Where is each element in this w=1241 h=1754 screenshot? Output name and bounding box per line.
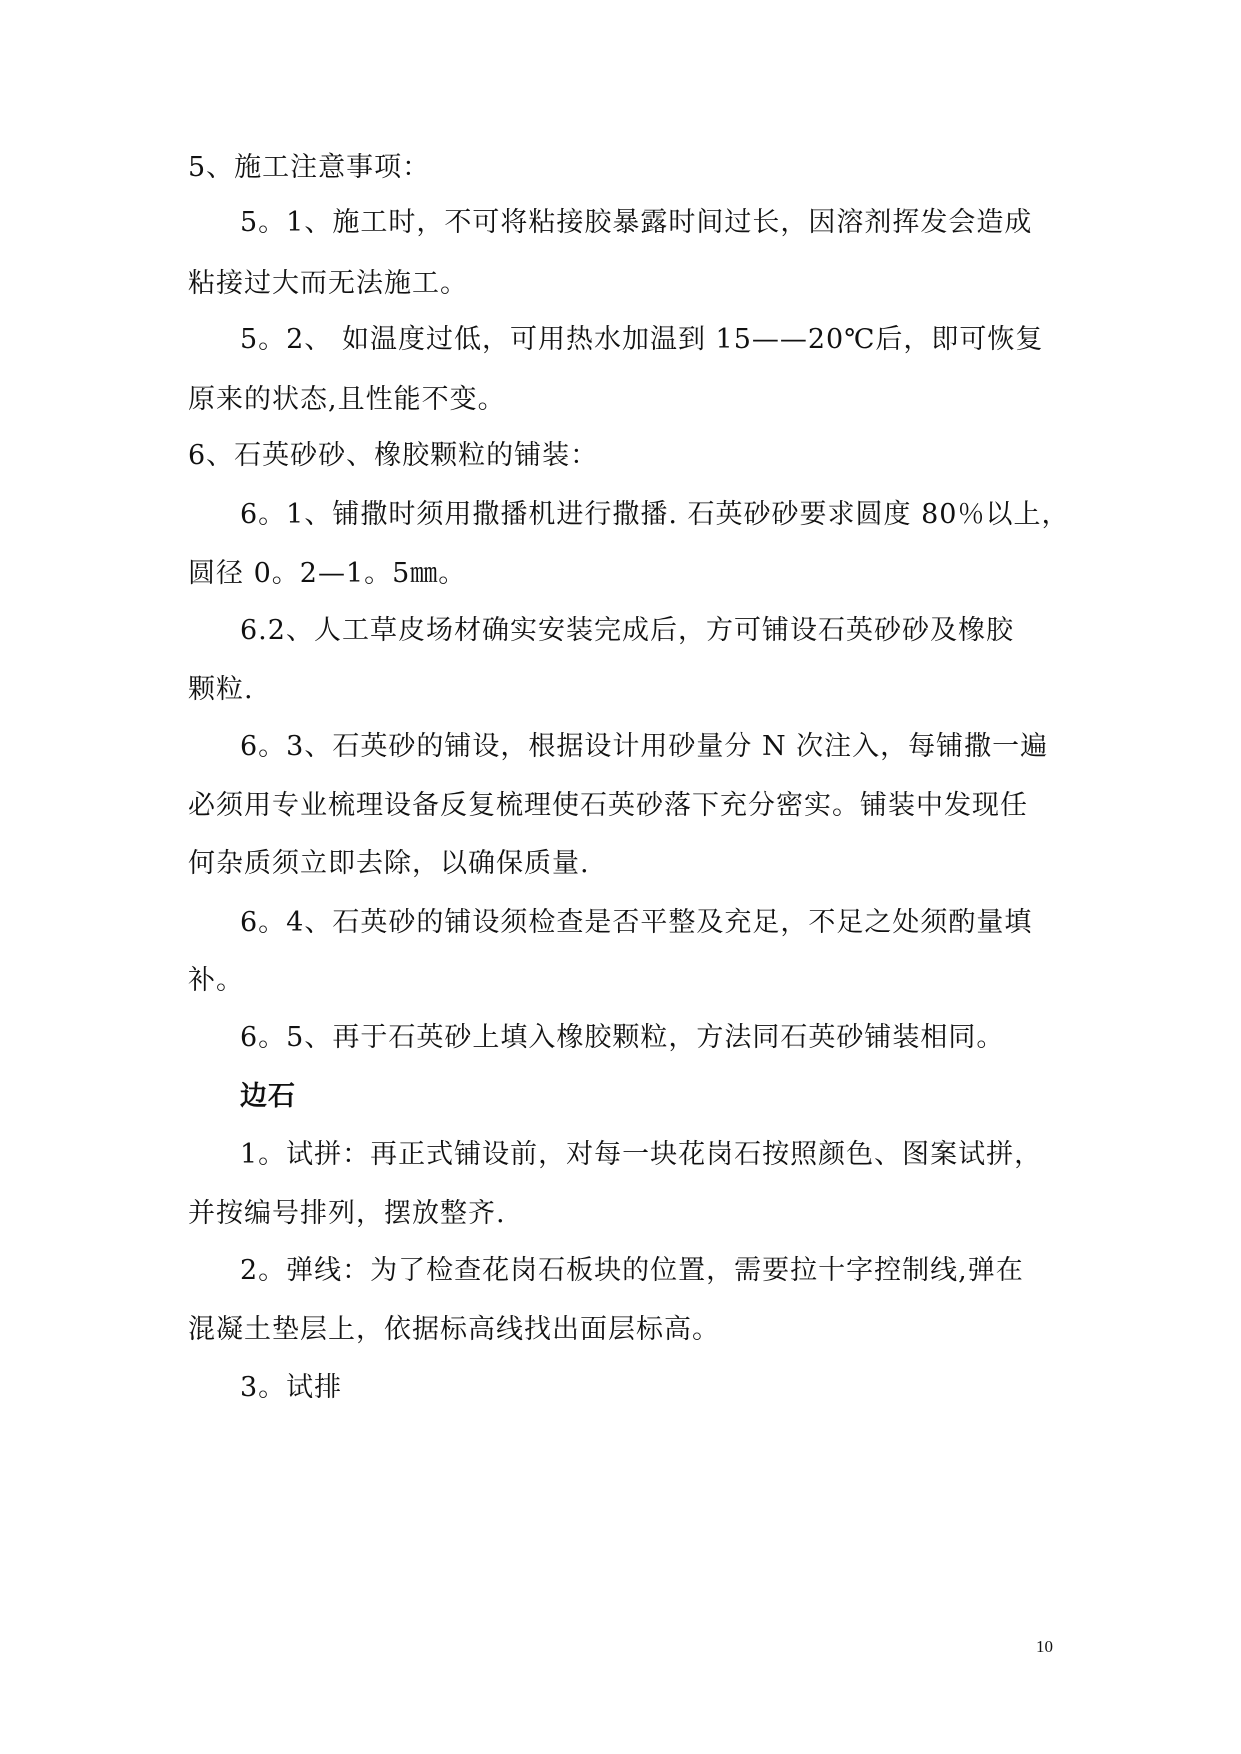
paragraph-line: 必须用专业梳理设备反复梳理使石英砂落下充分密实。铺装中发现任 — [188, 790, 1028, 821]
paragraph-line: 2。弹线：为了检查花岗石板块的位置，需要拉十字控制线,弹在 — [240, 1255, 1024, 1286]
page-number: 10 — [1036, 1637, 1053, 1656]
paragraph-line: 3。试排 — [240, 1372, 343, 1403]
section-heading-construction-notes: 5、施工注意事项： — [188, 152, 431, 183]
paragraph-line: 6。1、铺撒时须用撒播机进行撒播. 石英砂砂要求圆度 80％以上， — [240, 499, 1070, 530]
paragraph-line: 6。4、石英砂的铺设须检查是否平整及充足，不足之处须酌量填 — [240, 907, 1033, 938]
paragraph-line: 5。2、 如温度过低，可用热水加温到 15——20℃后，即可恢复 — [240, 324, 1044, 355]
paragraph-line: 圆径 0。2—1。5㎜。 — [188, 558, 467, 589]
paragraph-line: 6。5、再于石英砂上填入橡胶颗粒，方法同石英砂铺装相同。 — [240, 1022, 1005, 1053]
paragraph-line: 并按编号排列，摆放整齐. — [188, 1198, 506, 1229]
paragraph-line: 颗粒. — [188, 674, 254, 705]
paragraph-line: 6。3、石英砂的铺设，根据设计用砂量分 N 次注入，每铺撒一遍 — [240, 731, 1049, 762]
paragraph-line: 混凝土垫层上，依据标高线找出面层标高。 — [188, 1314, 720, 1345]
section-heading-curb-stone: 边石 — [240, 1081, 296, 1112]
section-heading-quartz-rubber-paving: 6、石英砂砂、橡胶颗粒的铺装： — [188, 440, 599, 471]
paragraph-line: 6.2、人工草皮场材确实安装完成后，方可铺设石英砂砂及橡胶 — [240, 615, 1014, 646]
paragraph-line: 原来的状态,且性能不变。 — [188, 384, 506, 415]
paragraph-line: 5。1、施工时，不可将粘接胶暴露时间过长，因溶剂挥发会造成 — [240, 207, 1033, 238]
paragraph-line: 1。试拼：再正式铺设前，对每一块花岗石按照颜色、图案试拼， — [240, 1139, 1043, 1170]
paragraph-line: 补。 — [188, 965, 244, 996]
paragraph-line: 粘接过大而无法施工。 — [188, 268, 468, 299]
paragraph-line: 何杂质须立即去除，以确保质量. — [188, 848, 590, 879]
